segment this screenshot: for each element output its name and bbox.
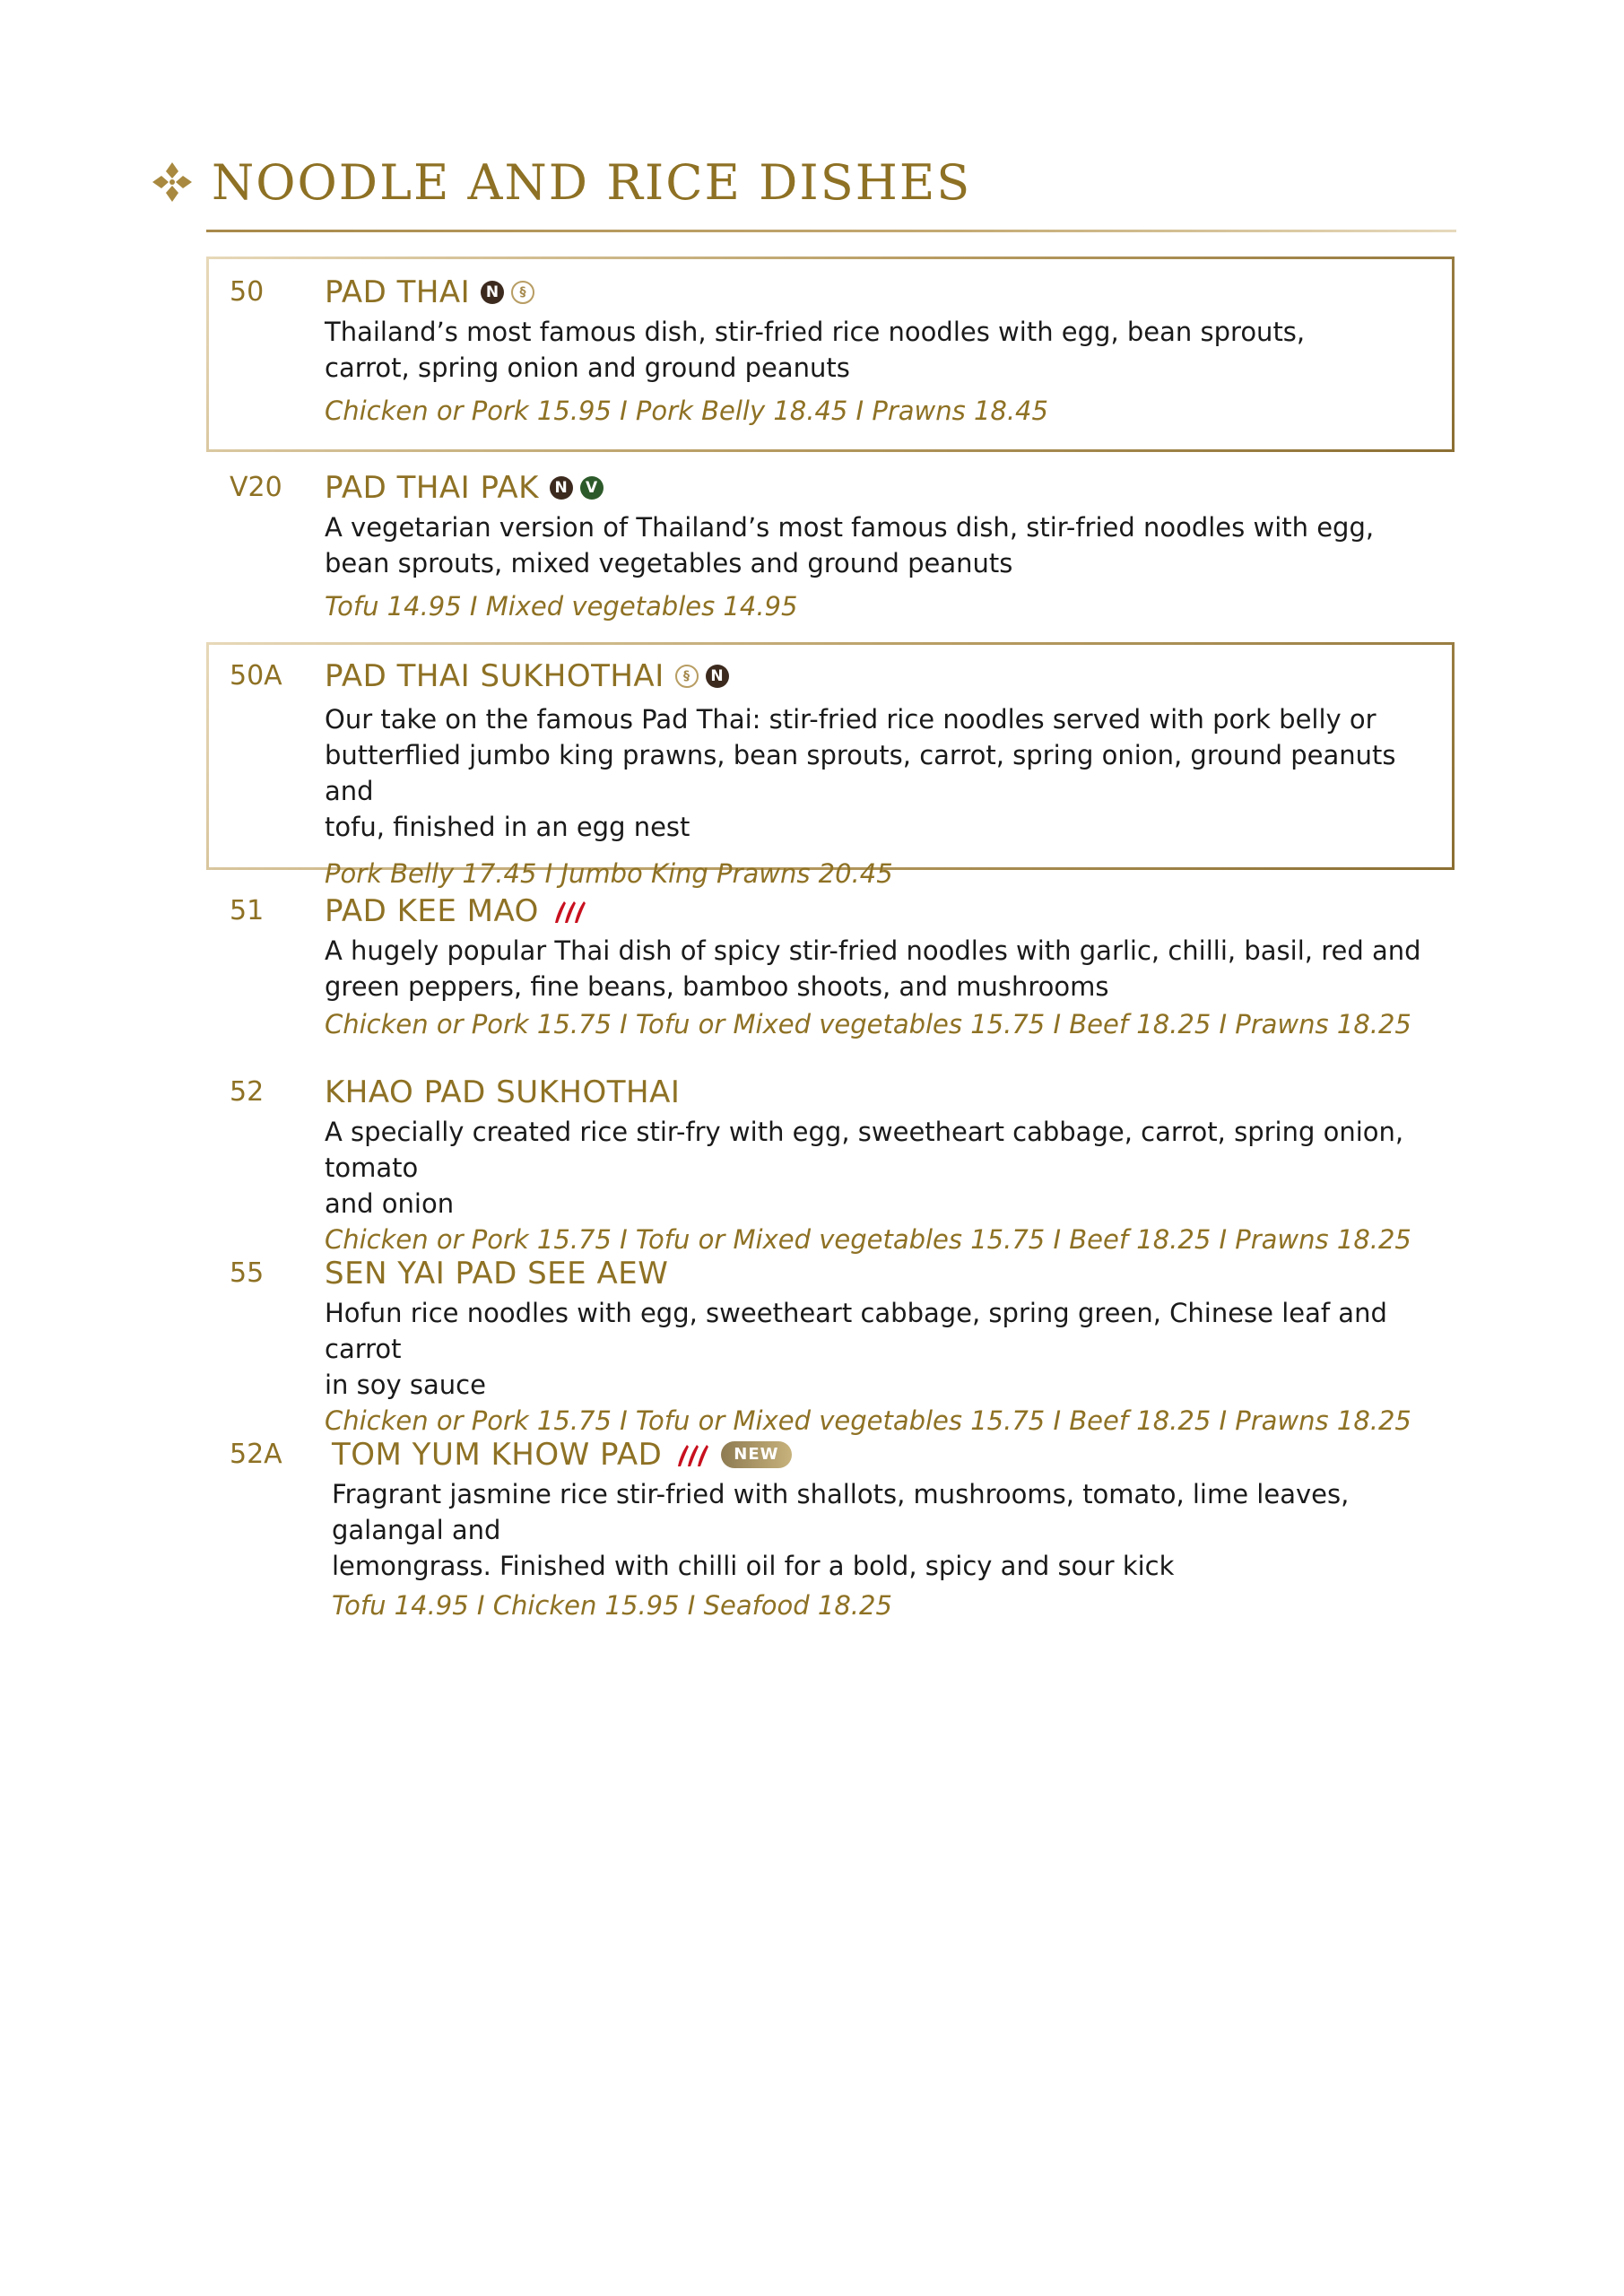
item-name: PAD THAI PAK bbox=[325, 470, 539, 506]
item-description: Thailand’s most famous dish, stir-fried rice noodles with egg, bean sprouts, carrot, spring onion and ground peanuts bbox=[325, 317, 1306, 383]
item-name: PAD THAI SUKHOTHAI bbox=[325, 658, 664, 694]
item-name: TOM YUM KHOW PAD bbox=[332, 1437, 663, 1473]
item-name: SEN YAI PAD SEE AEW bbox=[325, 1256, 669, 1292]
item-title bbox=[325, 273, 1446, 312]
item-number: 55 bbox=[230, 1257, 265, 1289]
seafood-icon: § bbox=[511, 281, 534, 304]
seafood-icon: § bbox=[675, 665, 699, 688]
item-title bbox=[332, 1435, 1453, 1474]
new-badge: NEW bbox=[721, 1441, 791, 1468]
chilli-icon bbox=[673, 1441, 708, 1468]
item-title bbox=[325, 891, 1446, 931]
item-description: Fragrant jasmine rice stir-fried with shallots, mushrooms, tomato, lime leaves, galangal and lemongrass. Finished with chilli oil for a bold, spicy and sour kick bbox=[332, 1479, 1350, 1581]
item-number: V20 bbox=[230, 472, 282, 503]
chilli-icon bbox=[550, 898, 586, 925]
item-price: Chicken or Pork 15.75 I Tofu or Mixed vegetables 15.75 I Beef 18.25 I Prawns 18.25 bbox=[325, 1009, 1411, 1039]
item-number: 52A bbox=[230, 1439, 282, 1470]
item-name: KHAO PAD SUKHOTHAI bbox=[325, 1074, 681, 1110]
heading-divider bbox=[206, 230, 1456, 232]
item-number: 50 bbox=[230, 276, 265, 308]
flower-diamond-icon bbox=[151, 161, 194, 204]
item-price: Chicken or Pork 15.75 I Tofu or Mixed vegetables 15.75 I Beef 18.25 I Prawns 18.25 bbox=[325, 1224, 1411, 1255]
section-title: NOODLE AND RICE DISHES bbox=[212, 153, 972, 211]
item-title bbox=[325, 1254, 1446, 1293]
item-price: Tofu 14.95 I Chicken 15.95 I Seafood 18.25 bbox=[332, 1590, 892, 1621]
item-price: Pork Belly 17.45 I Jumbo King Prawns 20.45 bbox=[325, 858, 893, 889]
nut-icon: N bbox=[481, 281, 504, 304]
vegetarian-icon: V bbox=[580, 476, 604, 500]
item-price: Tofu 14.95 I Mixed vegetables 14.95 bbox=[325, 591, 798, 622]
item-description: A specially created rice stir-fry with egg, sweetheart cabbage, carrot, spring onion, tomato and onion bbox=[325, 1117, 1404, 1219]
item-name: PAD THAI bbox=[325, 274, 471, 310]
item-title bbox=[325, 468, 1446, 508]
item-description: A vegetarian version of Thailand’s most famous dish, stir-fried noodles with egg, bean sprouts, mixed vegetables and ground peanuts bbox=[325, 512, 1375, 578]
item-description: Hofun rice noodles with egg, sweetheart cabbage, spring green, Chinese leaf and carrot in soy sauce bbox=[325, 1298, 1387, 1400]
item-number: 50A bbox=[230, 660, 282, 691]
item-price: Chicken or Pork 15.95 I Pork Belly 18.45 I Prawns 18.45 bbox=[325, 396, 1048, 426]
item-description: Our take on the famous Pad Thai: stir-fried rice noodles served with pork belly or butterflied jumbo king prawns, bean sprouts, carrot, spring onion, ground peanuts and tofu, finished in an egg nest bbox=[325, 704, 1396, 842]
item-description: A hugely popular Thai dish of spicy stir-fried noodles with garlic, chilli, basil, red and green peppers, fine beans, bamboo shoots, and mushrooms bbox=[325, 935, 1421, 1002]
item-title bbox=[325, 1073, 1446, 1112]
nut-icon: N bbox=[706, 665, 729, 688]
nut-icon: N bbox=[550, 476, 573, 500]
item-title bbox=[325, 657, 1446, 696]
item-number: 51 bbox=[230, 895, 265, 926]
item-name: PAD KEE MAO bbox=[325, 893, 539, 929]
section-heading bbox=[151, 142, 971, 222]
item-number: 52 bbox=[230, 1076, 265, 1108]
item-price: Chicken or Pork 15.75 I Tofu or Mixed vegetables 15.75 I Beef 18.25 I Prawns 18.25 bbox=[325, 1405, 1411, 1436]
